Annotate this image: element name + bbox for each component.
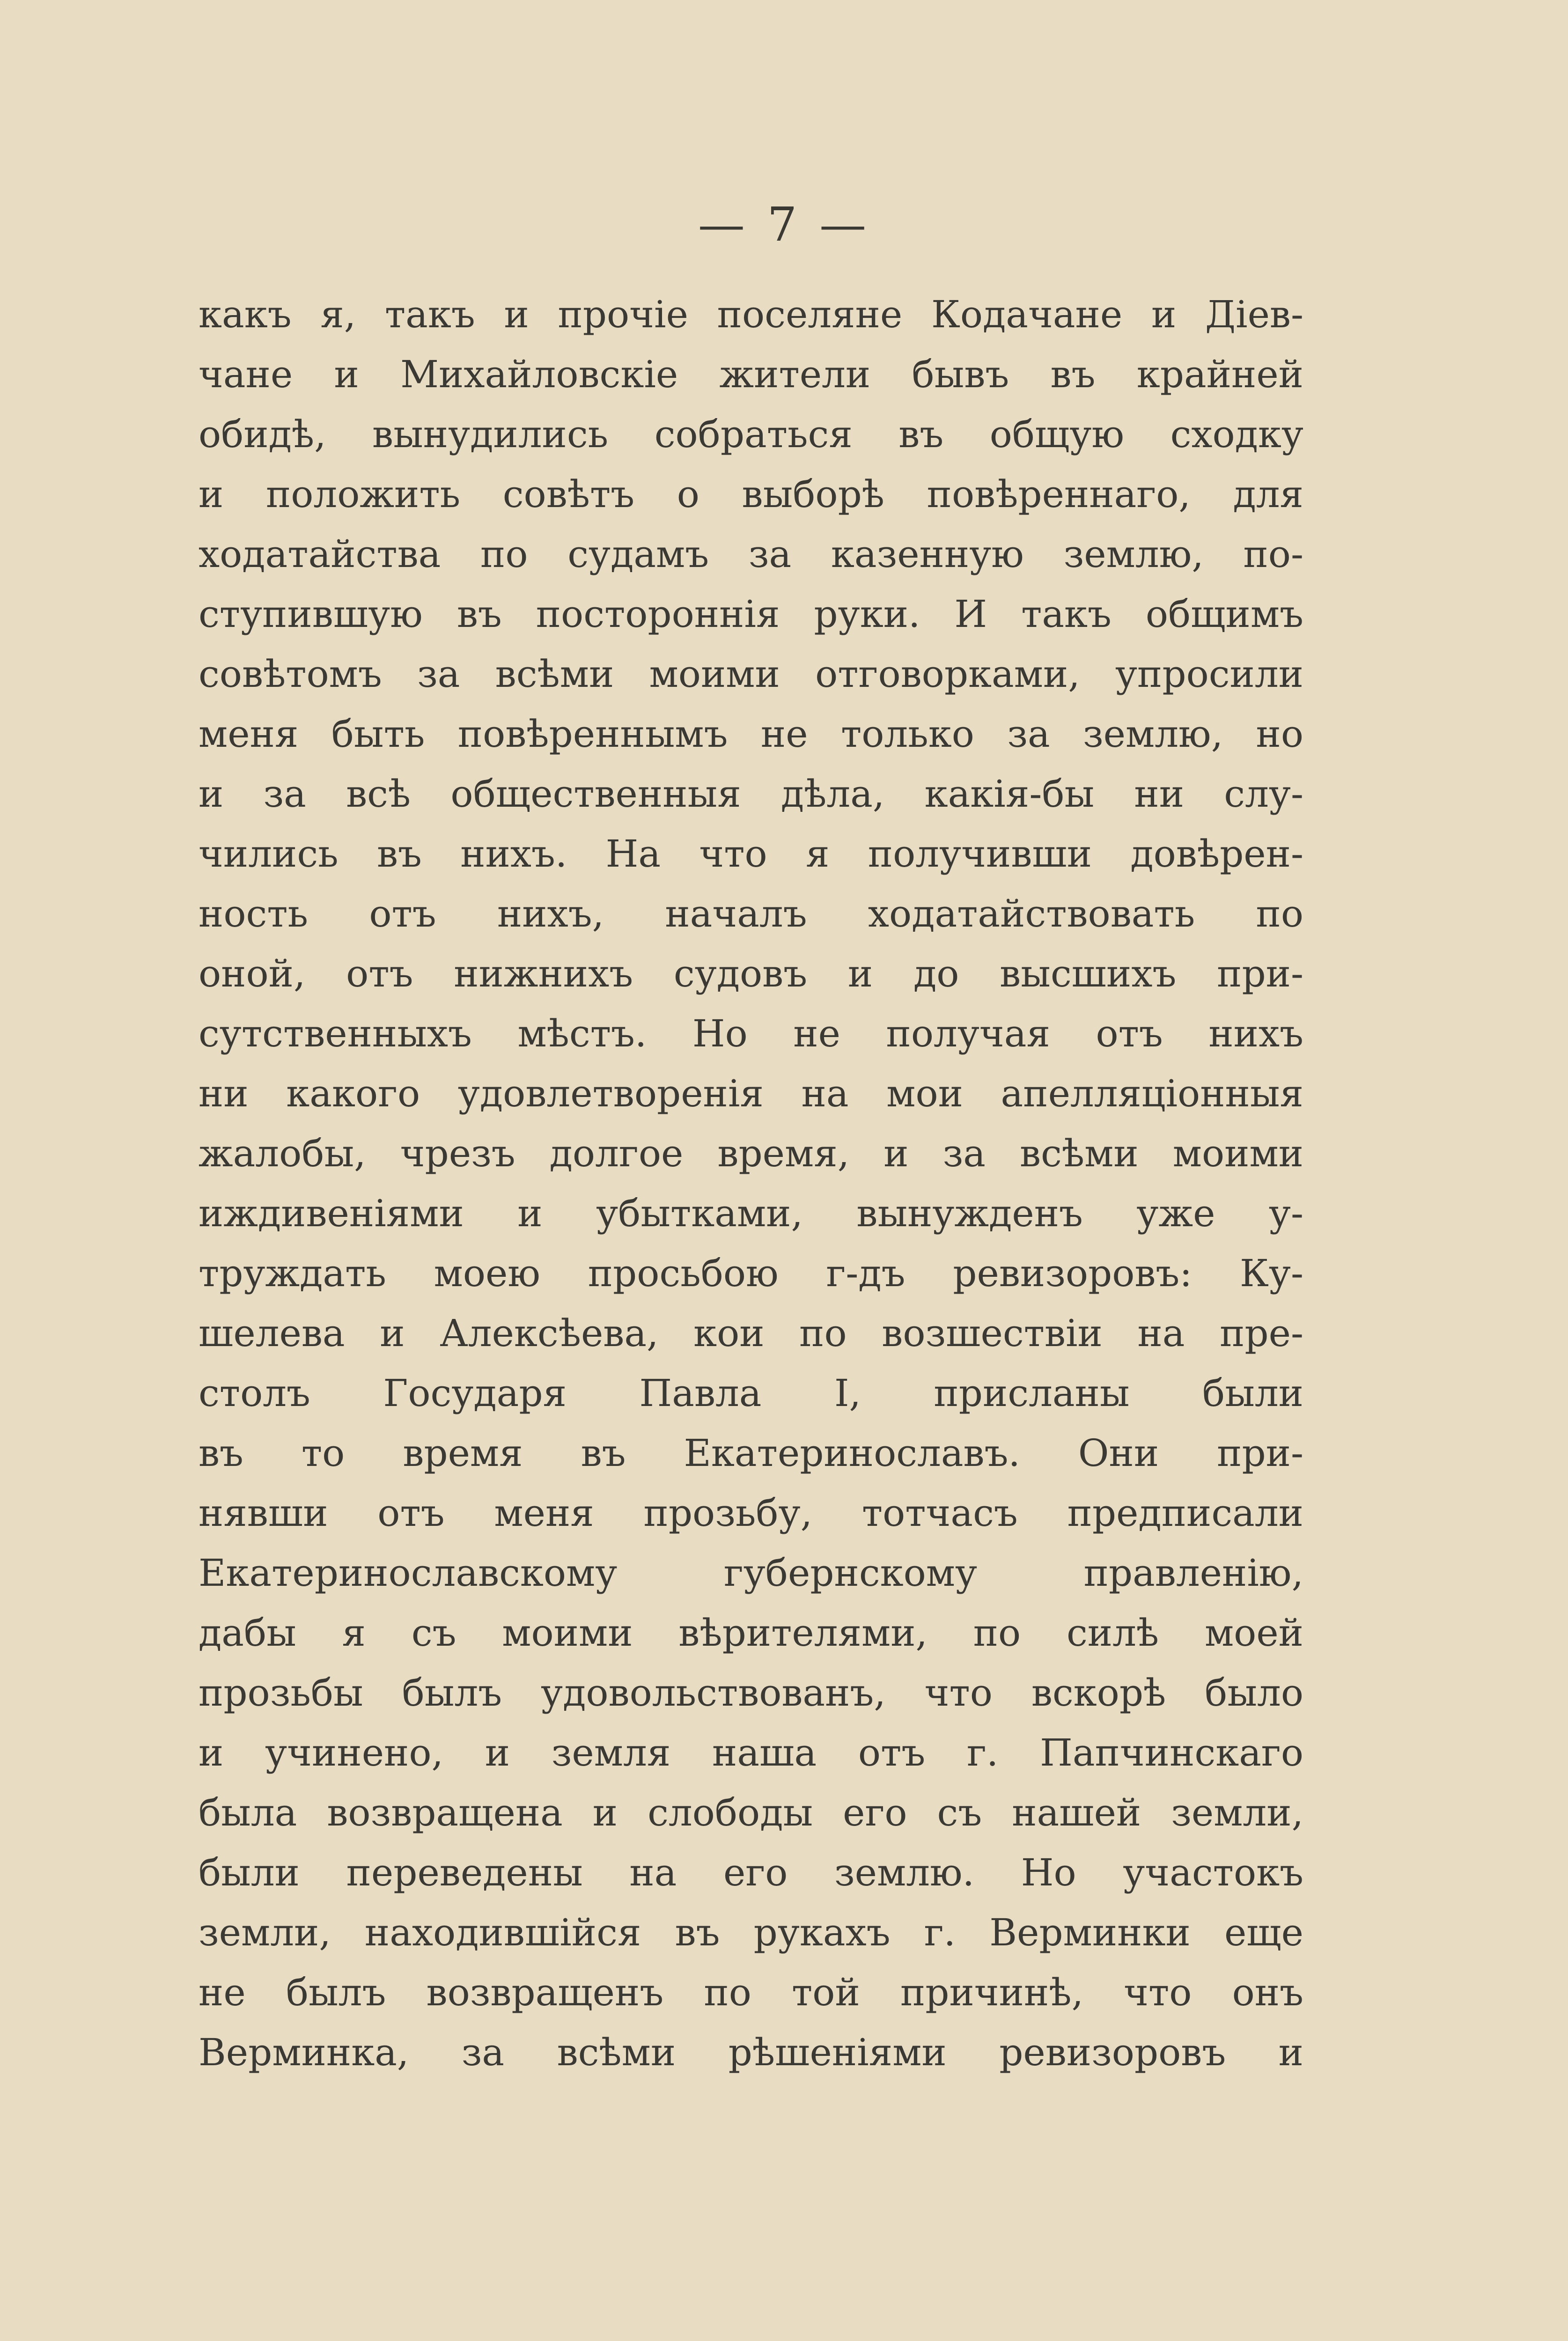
- text-line: оной, отъ нижнихъ судовъ и до высшихъ при-: [199, 952, 1303, 995]
- text-line: и учинено, и земля наша отъ г. Папчинскаго: [199, 1731, 1303, 1774]
- body-text: [199, 285, 1303, 2083]
- text-line: совѣтомъ за всѣми моими отговорками, упросили: [199, 652, 1303, 696]
- text-line: сутственныхъ мѣстъ. Но не получая отъ нихъ: [199, 1012, 1303, 1055]
- text-line: прозьбы былъ удовольствованъ, что вскорѣ было: [199, 1671, 1303, 1715]
- text-line: и положить совѣтъ о выборѣ повѣреннаго, для: [199, 472, 1303, 516]
- text-line: меня быть повѣреннымъ не только за землю, но: [199, 712, 1303, 756]
- text-line: жалобы, чрезъ долгое время, и за всѣми моими: [199, 1132, 1303, 1175]
- text-line: ность отъ нихъ, началъ ходатайствовать по: [199, 892, 1303, 935]
- text-line: была возвращена и слободы его съ нашей земли,: [199, 1791, 1303, 1834]
- text-line: труждать моею просьбою г-дъ ревизоровъ: Ку-: [199, 1251, 1303, 1295]
- text-line: Екатеринославскому губернскому правленію,: [199, 1551, 1303, 1595]
- text-line: иждивеніями и убытками, вынужденъ уже у-: [199, 1192, 1303, 1235]
- text-line: ходатайства по судамъ за казенную землю, по-: [199, 532, 1303, 576]
- text-line: не былъ возвращенъ по той причинѣ, что онъ: [199, 1971, 1303, 2014]
- text-line: столъ Государя Павла I, присланы были: [199, 1371, 1303, 1415]
- text-line: въ то время въ Екатеринославъ. Они при-: [199, 1431, 1303, 1475]
- text-line: Верминка, за всѣми рѣшеніями ревизоровъ и: [199, 2031, 1303, 2074]
- text-line: нявши отъ меня прозьбу, тотчасъ предписали: [199, 1491, 1303, 1535]
- text-line: обидѣ, вынудились собраться въ общую сходку: [199, 412, 1303, 456]
- text-line: чились въ нихъ. На что я получивши довѣрен-: [199, 832, 1303, 876]
- text-line: были переведены на его землю. Но участокъ: [199, 1851, 1303, 1894]
- text-line: какъ я, такъ и прочіе поселяне Кодачане и Діев-: [199, 293, 1303, 336]
- text-line: и за всѣ общественныя дѣла, какія-бы ни слу-: [199, 772, 1303, 816]
- text-line: шелева и Алексѣева, кои по возшествіи на пре-: [199, 1311, 1303, 1355]
- text-line: ни какого удовлетворенія на мои апелляціонныя: [199, 1072, 1303, 1115]
- text-line: земли, находившійся въ рукахъ г. Верминки еще: [199, 1911, 1303, 1954]
- text-line: чане и Михайловскіе жители бывъ въ крайней: [199, 353, 1303, 396]
- text-line: дабы я съ моими вѣрителями, по силѣ моей: [199, 1611, 1303, 1655]
- page-number: — 7 —: [698, 197, 870, 252]
- text-line: ступившую въ постороннія руки. И такъ общимъ: [199, 592, 1303, 636]
